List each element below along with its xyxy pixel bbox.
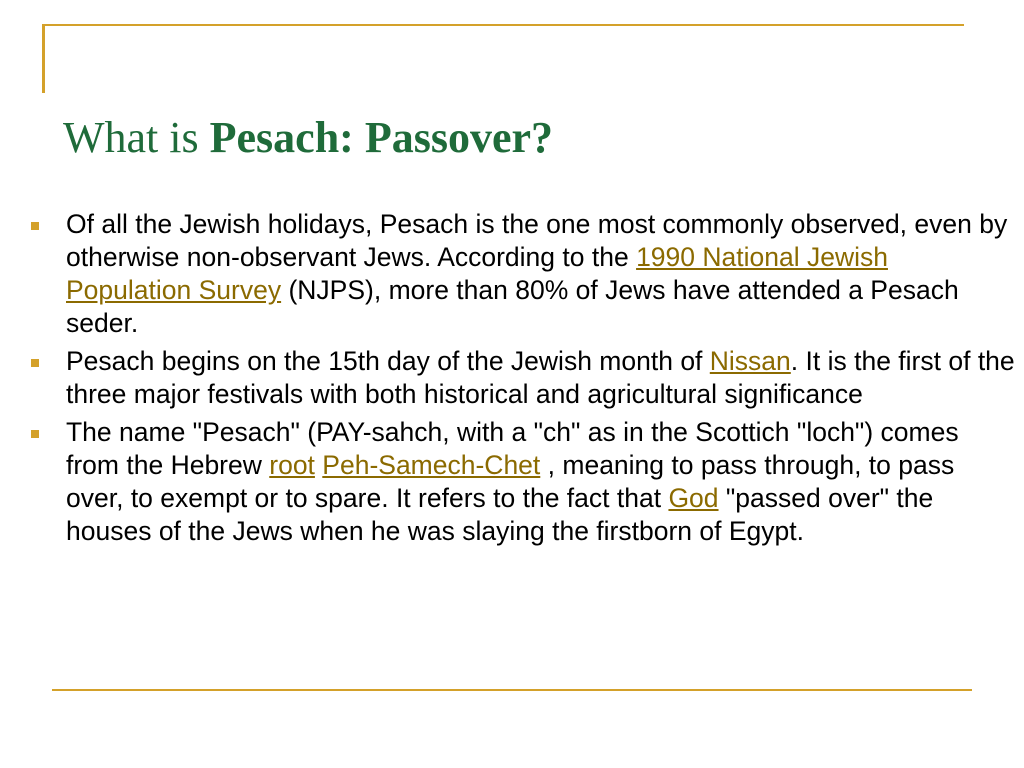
- link-god[interactable]: God: [668, 483, 719, 513]
- square-bullet-icon: [31, 430, 39, 438]
- slide-title: [63, 112, 553, 165]
- bullet-text: Pesach begins on the 15th day of the Jewish month of: [66, 346, 710, 376]
- decorative-vertical-rule: [42, 24, 45, 93]
- link-root[interactable]: root: [269, 450, 315, 480]
- title-emphasis: Pesach: Passover?: [209, 113, 554, 162]
- bullet-text: "passed over" the houses of the Jews when he was slaying the firstborn of Egypt.: [66, 483, 934, 546]
- link-njps-survey[interactable]: 1990 National Jewish Population Survey: [66, 242, 888, 305]
- square-bullet-icon: [31, 222, 39, 230]
- decorative-bottom-rule: [52, 689, 972, 691]
- bullet-text: Of all the Jewish holidays, Pesach is the one most commonly observed, even by otherwise non-observant Jews. According to the: [66, 209, 1008, 272]
- decorative-top-rule: [42, 24, 964, 26]
- bullet-item: [28, 345, 1018, 411]
- bullet-text: (NJPS), more than 80% of Jews have attended a Pesach seder.: [66, 275, 959, 338]
- title-prefix: What is: [63, 113, 210, 162]
- square-bullet-icon: [31, 359, 39, 367]
- link-nissan[interactable]: Nissan: [709, 346, 791, 376]
- link-peh-samech-chet[interactable]: Peh-Samech-Chet: [322, 450, 541, 480]
- bullet-list: [28, 208, 1018, 553]
- bullet-text: . It is the first of the three major festivals with both historical and agricultural significance: [66, 346, 1015, 409]
- bullet-text: , meaning to pass through, to pass over, to exempt or to spare. It refers to the fact that: [66, 450, 955, 513]
- bullet-item: [28, 208, 1018, 340]
- bullet-item: [28, 416, 1018, 548]
- bullet-text: The name "Pesach" (PAY-sahch, with a "ch" as in the Scottich "loch") comes from the Hebrew: [66, 417, 959, 480]
